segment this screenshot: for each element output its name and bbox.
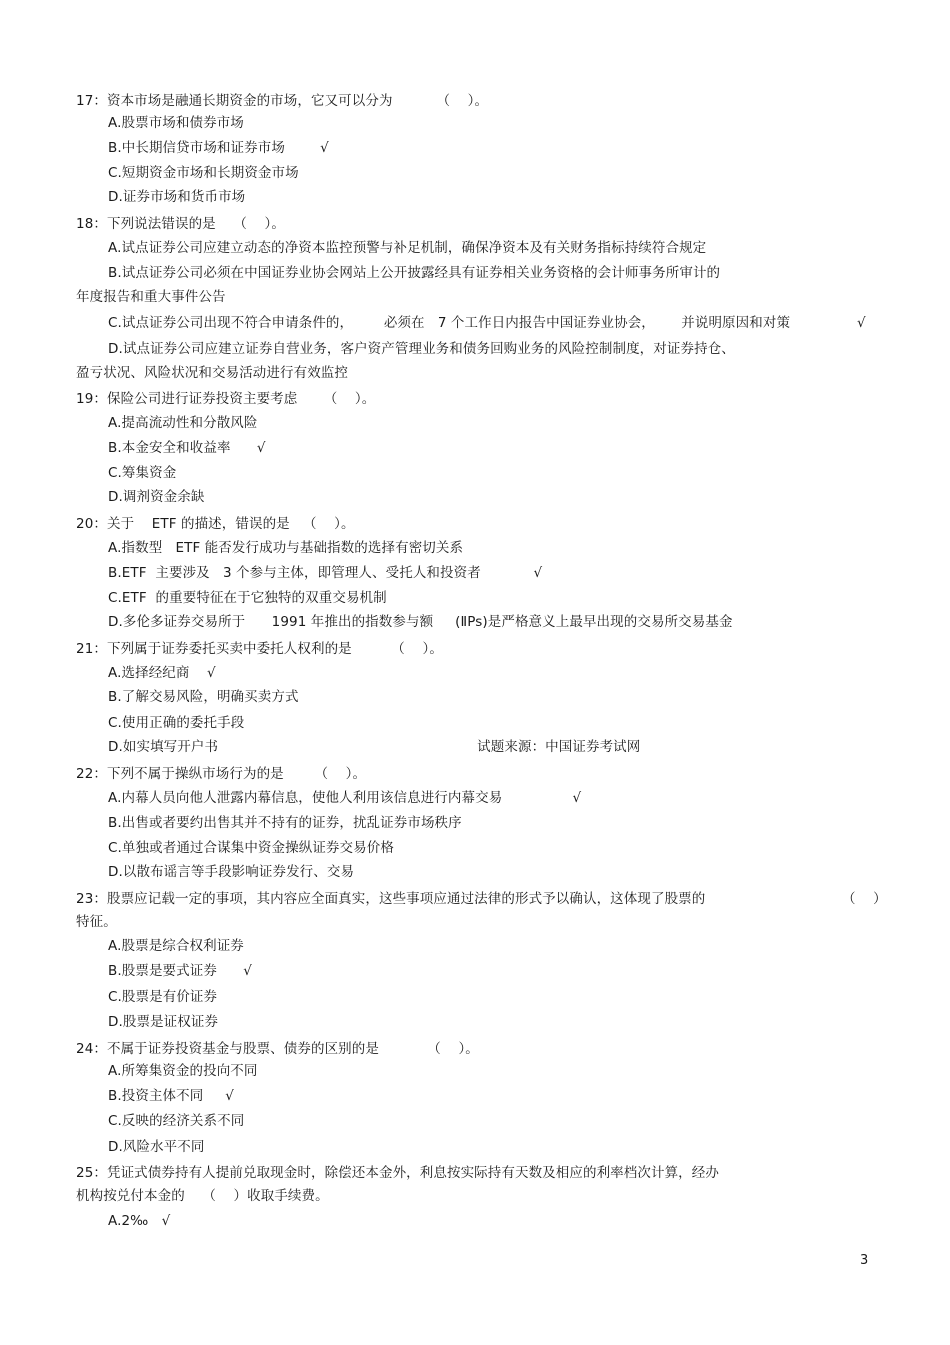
line-text: B.出售或者要约出售其并不持有的证券，扰乱证券市场秩序 (108, 815, 462, 831)
option-21-d (108, 738, 640, 756)
check-mark: √ (857, 315, 866, 331)
line-text: 20：关于 ETF 的描述，错误的是 （ ）。 (76, 516, 355, 532)
line-text: A.提高流动性和分散风险 (108, 415, 258, 431)
line-text: 机构按兑付本金的 （ ）收取手续费。 (76, 1188, 329, 1204)
answer-blank: （ ） (842, 891, 887, 907)
question-20 (76, 515, 355, 533)
option-19-c (108, 464, 176, 482)
option-23-c (108, 988, 217, 1006)
line-text: D.股票是证权证券 (108, 1014, 219, 1030)
option-24-b (108, 1087, 234, 1105)
question-25 (76, 1164, 719, 1182)
question-19 (76, 390, 375, 408)
line-text: D.多伦多证券交易所于 1991 年推出的指数参与额 (ⅡPs)是严格意义上最早出现的交易所交易基金 (108, 614, 733, 630)
line-text: B.本金安全和收益率 √ (108, 440, 266, 456)
line-text: B.ETF 主要涉及 3 个参与主体，即管理人、受托人和投资者 √ (108, 565, 543, 581)
line-text: A.指数型 ETF 能否发行成功与基础指数的选择有密切关系 (108, 540, 464, 556)
option-19-a (108, 414, 258, 432)
question-25-cont (76, 1187, 329, 1205)
question-24 (76, 1040, 479, 1058)
option-21-c (108, 714, 244, 732)
option-17-c (108, 164, 299, 182)
line-text: C.股票是有价证券 (108, 989, 218, 1005)
option-19-d (108, 488, 205, 506)
option-23-d (108, 1013, 218, 1031)
line-text: 22：下列不属于操纵市场行为的是 （ ）。 (76, 766, 367, 782)
line-text: B.股票是要式证券 √ (108, 963, 253, 979)
line-text: B.试点证券公司必须在中国证券业协会网站上公开披露经具有证券相关业务资格的会计师事务所审计的 (108, 265, 721, 281)
option-18-d (108, 340, 735, 358)
line-text: C.使用正确的委托手段 (108, 715, 245, 731)
line-text: A.股票市场和债券市场 (108, 115, 244, 131)
option-22-a (108, 789, 581, 807)
option-21-a (108, 664, 216, 682)
option-20-b (108, 564, 542, 582)
line-text: B.中长期信贷市场和证券市场 √ (108, 140, 329, 156)
line-text: A.所筹集资金的投向不同 (108, 1063, 258, 1079)
option-20-a (108, 539, 463, 557)
option-17-a (108, 114, 244, 132)
option-18-c (108, 314, 790, 332)
option-20-d (108, 613, 733, 631)
line-text: A.选择经纪商 √ (108, 665, 216, 681)
option-24-c (108, 1112, 244, 1130)
line-text: 24：不属于证券投资基金与股票、债券的区别的是 （ ）。 (76, 1041, 479, 1057)
option-17-d (108, 188, 245, 206)
line-text: 21：下列属于证券委托买卖中委托人权利的是 （ ）。 (76, 641, 443, 657)
line-text: 盈亏状况、风险状况和交易活动进行有效监控 (76, 365, 348, 381)
line-text: 17：资本市场是融通长期资金的市场，它又可以分为 （ ）。 (76, 93, 489, 109)
option-24-a (108, 1062, 258, 1080)
line-text: C.单独或者通过合谋集中资金操纵证券交易价格 (108, 840, 394, 856)
option-25-a (108, 1212, 170, 1230)
line-text: 25：凭证式债券持有人提前兑取现金时，除偿还本金外，利息按实际持有天数及相应的利率档次计算，经办 (76, 1165, 719, 1181)
option-20-c (108, 589, 387, 607)
line-text: B.投资主体不同 √ (108, 1088, 235, 1104)
line-text: A.内幕人员向他人泄露内幕信息，使他人利用该信息进行内幕交易 √ (108, 790, 582, 806)
line-text: D.证券市场和货币市场 (108, 189, 246, 205)
option-23-b (108, 962, 252, 980)
line-text: 23：股票应记载一定的事项，其内容应全面真实，这些事项应通过法律的形式予以确认，这体现了股票的 (76, 891, 706, 907)
page-number: 3 (860, 1253, 869, 1268)
question-17 (76, 92, 488, 110)
question-18 (76, 215, 285, 233)
line-text: C.试点证券公司出现不符合申请条件的， 必须在 7 个工作日内报告中国证券业协会， 并说明原因和对策 (108, 315, 791, 331)
line-text: 特征。 (76, 914, 117, 930)
option-24-d (108, 1138, 205, 1156)
line-text: 年度报告和重大事件公告 (76, 289, 226, 305)
option-18-b (108, 264, 720, 282)
line-text: D.风险水平不同 (108, 1139, 205, 1155)
line-text: C.反映的经济关系不同 (108, 1113, 245, 1129)
line-text: A.试点证券公司应建立动态的净资本监控预警与补足机制，确保净资本及有关财务指标持续符合规定 (108, 240, 707, 256)
line-text: D.以散布谣言等手段影响证券发行、交易 (108, 864, 355, 880)
line-text: 19：保险公司进行证券投资主要考虑 （ ）。 (76, 391, 376, 407)
option-18-b-cont (76, 288, 226, 306)
option-21-b (108, 688, 299, 706)
line-text: 18：下列说法错误的是 （ ）。 (76, 216, 285, 232)
question-23-blank (842, 890, 887, 908)
option-17-b (108, 139, 329, 157)
line-text: C.筹集资金 (108, 465, 177, 481)
option-22-d (108, 863, 354, 881)
option-23-a (108, 937, 244, 955)
question-23 (76, 890, 705, 908)
question-22 (76, 765, 366, 783)
option-19-b (108, 439, 266, 457)
line-text: B.了解交易风险，明确买卖方式 (108, 689, 299, 705)
line-text: A.股票是综合权利证券 (108, 938, 244, 954)
option-18-a (108, 239, 706, 257)
question-21 (76, 640, 443, 658)
question-23-cont (76, 913, 117, 931)
line-text: C.短期资金市场和长期资金市场 (108, 165, 299, 181)
line-text: A.2‰ √ (108, 1213, 171, 1229)
option-18-d-cont (76, 364, 348, 382)
line-text: D.调剂资金余缺 (108, 489, 205, 505)
option-22-b (108, 814, 462, 832)
option-18-c-check (857, 314, 866, 332)
line-text: D.试点证券公司应建立证券自营业务，客户资产管理业务和债务回购业务的风险控制制度，对证券持仓、 (108, 341, 735, 357)
line-text: C.ETF 的重要特征在于它独特的双重交易机制 (108, 590, 387, 606)
option-22-c (108, 839, 394, 857)
line-text: D.如实填写开户书 试题来源：中国证券考试网 (108, 739, 641, 755)
